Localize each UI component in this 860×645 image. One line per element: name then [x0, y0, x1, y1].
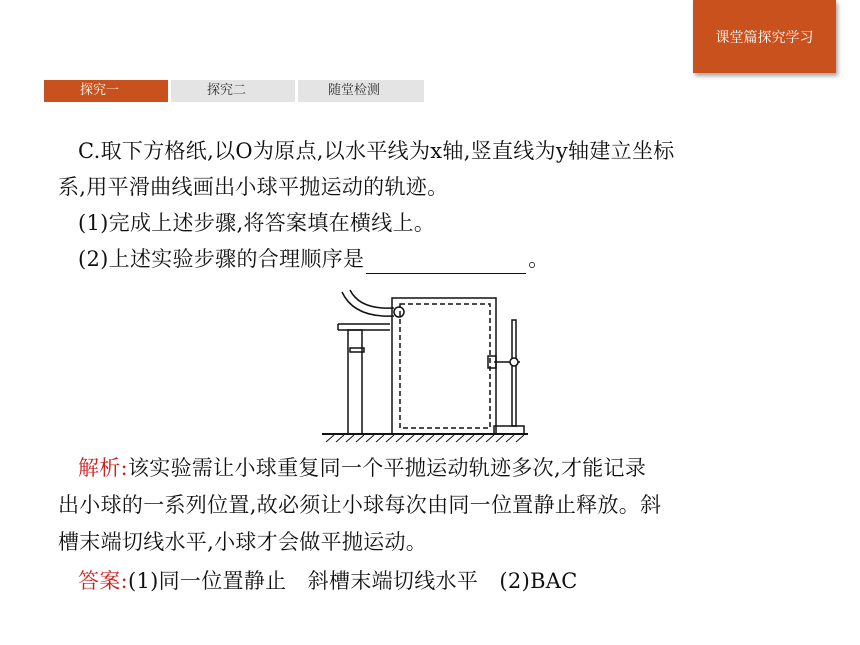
- analysis-line-1: [78, 453, 646, 483]
- answer-line: [78, 566, 578, 596]
- analysis-text-1: 该实验需让小球重复同一个平抛运动轨迹多次,才能记录: [127, 456, 647, 480]
- question-part-1: (1)完成上述步骤,将答案填在横线上。: [78, 211, 436, 235]
- question-part-2-text: (2)上述实验步骤的合理顺序是: [78, 247, 365, 271]
- section-badge: 课堂篇探究学习: [693, 0, 836, 73]
- question-part-2-end: 。: [528, 247, 550, 271]
- analysis-line-2: 出小球的一系列位置,故必须让小球每次由同一位置静止释放。斜: [58, 493, 662, 517]
- tab-explore-1[interactable]: 探究一: [44, 80, 168, 102]
- tab-class-test[interactable]: 随堂检测: [298, 80, 424, 102]
- step-c-line-1: C.取下方格纸,以O为原点,以水平线为x轴,竖直线为y轴建立坐标: [78, 139, 675, 163]
- analysis-label: 解析:: [78, 456, 128, 480]
- experiment-apparatus-figure: [320, 286, 530, 444]
- answer-text: (1)同一位置静止 斜槽末端切线水平 (2)BAC: [127, 569, 578, 593]
- analysis-line-3: 槽末端切线水平,小球才会做平抛运动。: [58, 530, 428, 554]
- tab-explore-2[interactable]: 探究二: [171, 80, 295, 102]
- step-c-line-2: 系,用平滑曲线画出小球平抛运动的轨迹。: [58, 175, 449, 199]
- answer-label: 答案:: [78, 569, 128, 593]
- answer-blank: [366, 251, 526, 274]
- tab-bar: [44, 80, 424, 102]
- question-part-2: [78, 244, 550, 274]
